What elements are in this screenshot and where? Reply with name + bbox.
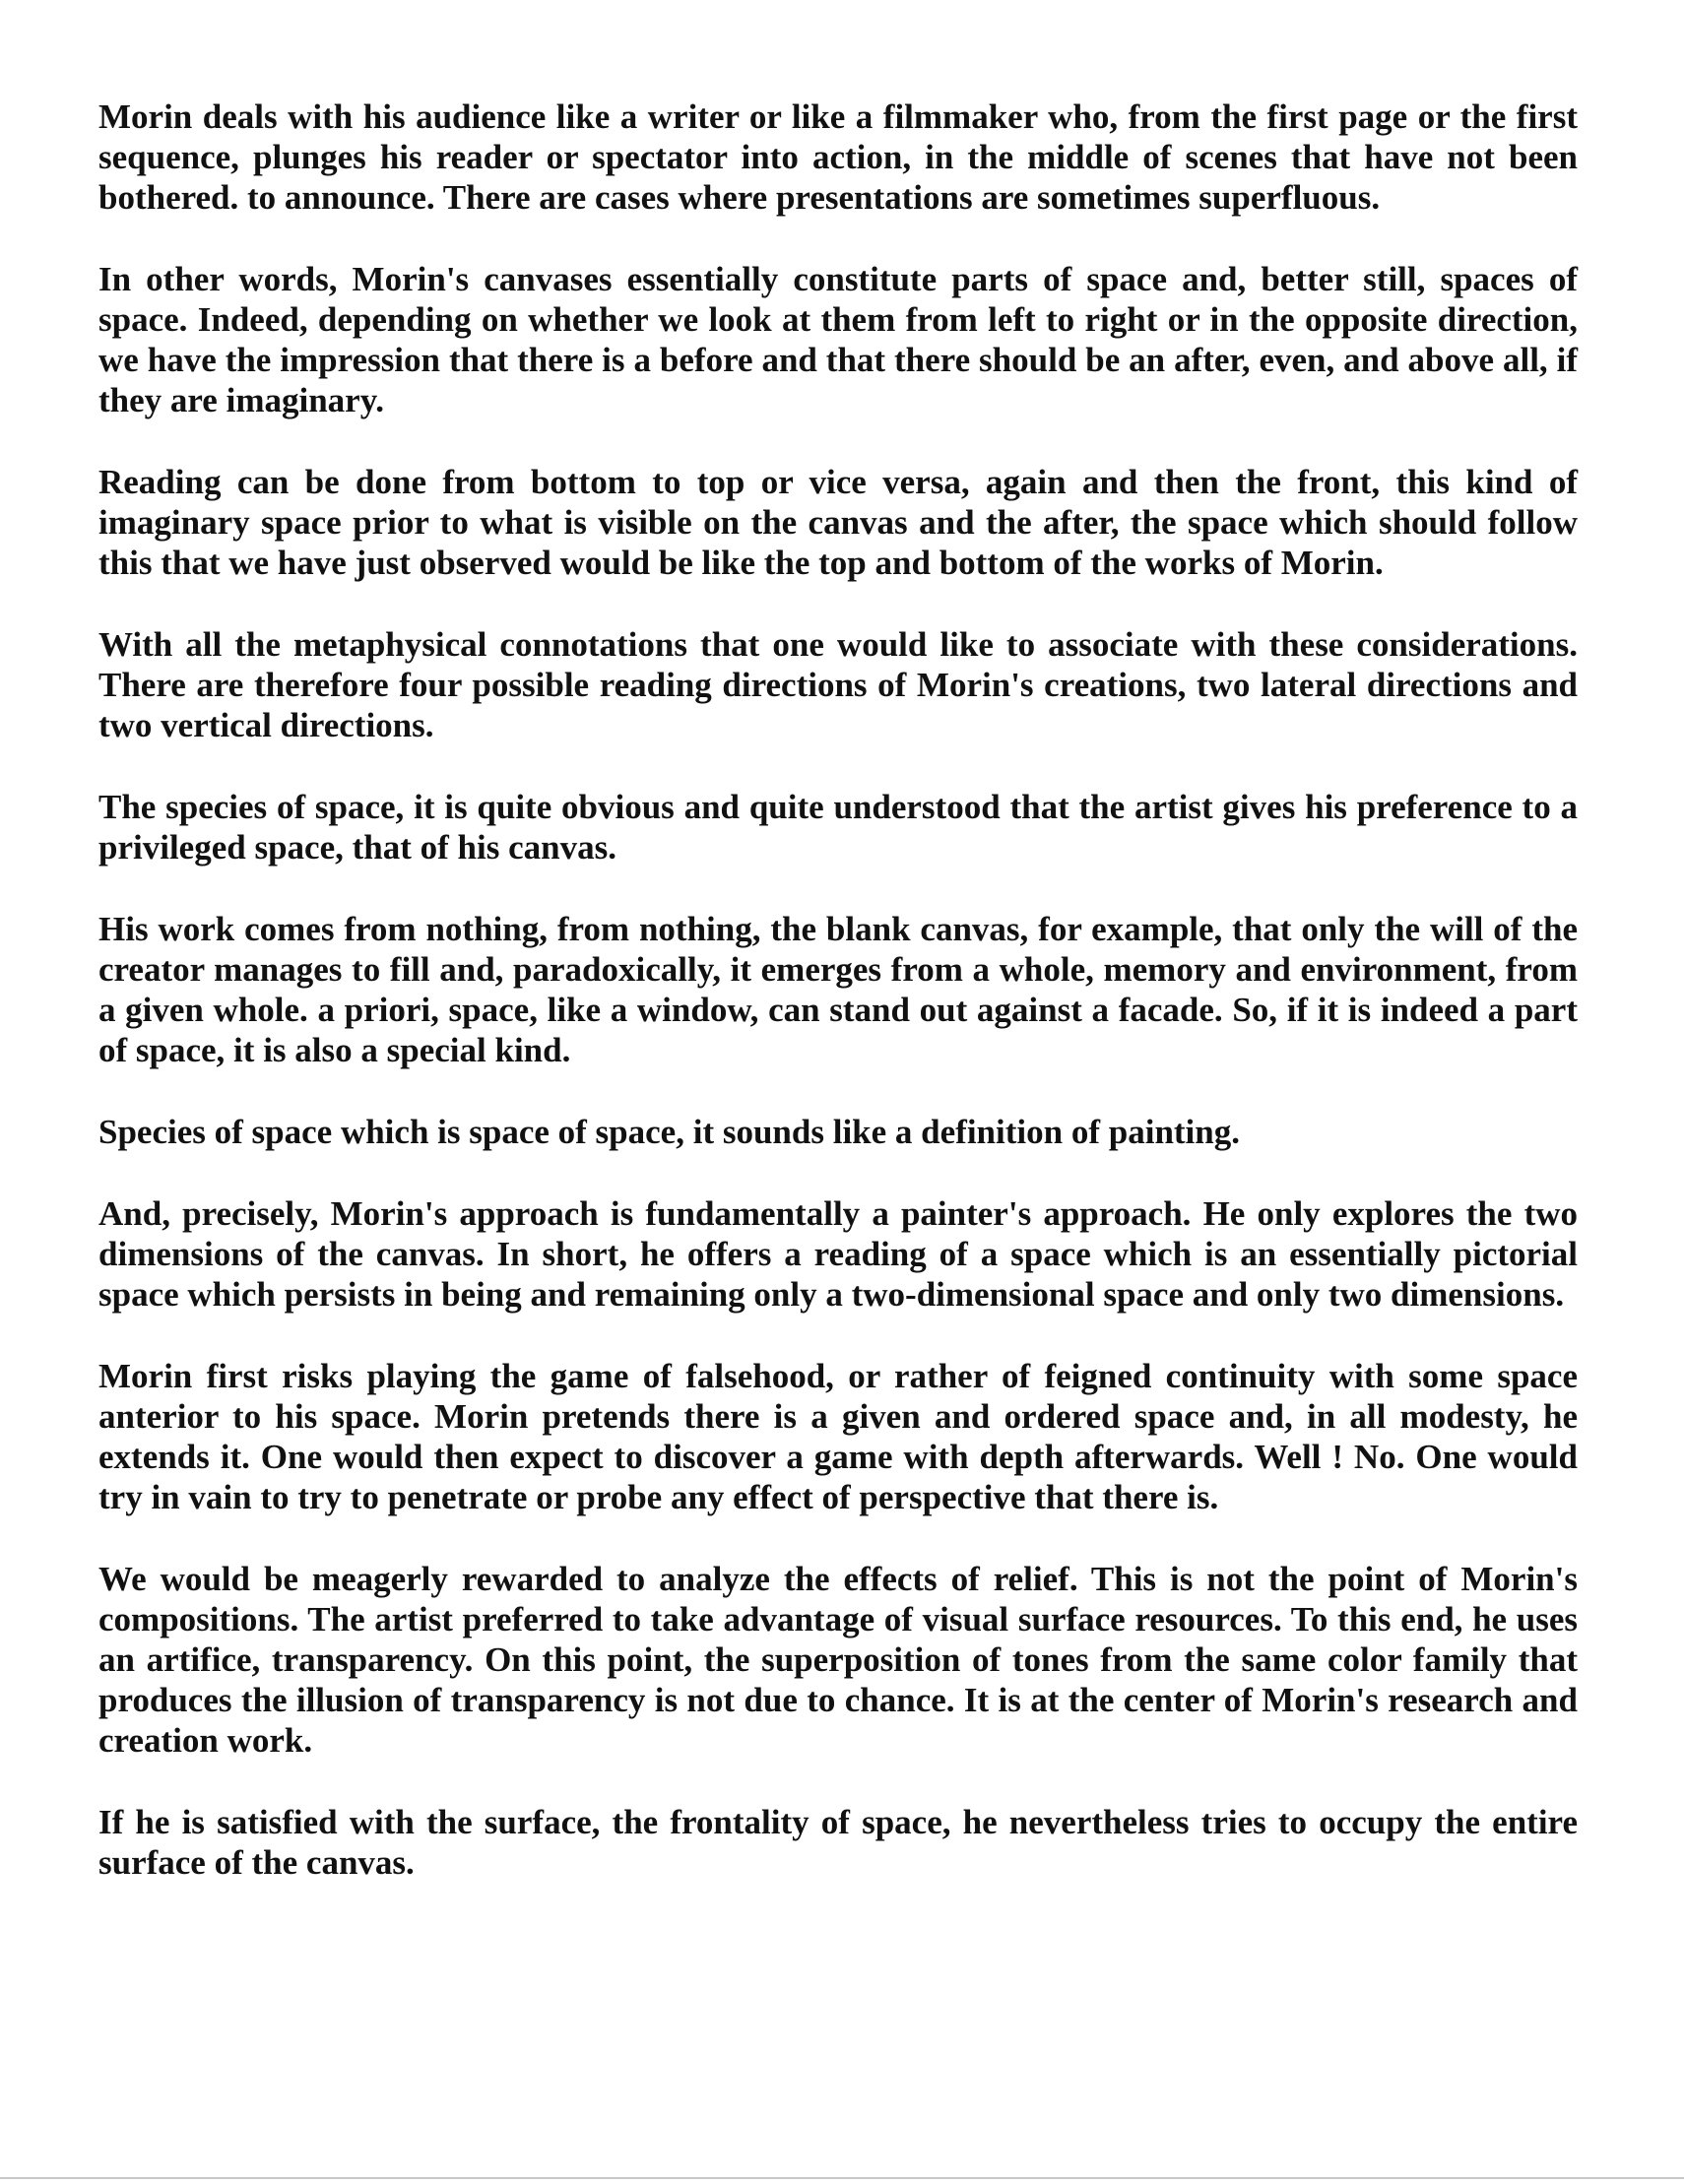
document-page xyxy=(98,96,1578,1924)
paragraph-3: Reading can be done from bottom to top or vice versa, again and then the front, this kind of imaginary space prior to what is visible on the canvas and the after, the space which should follow this that we have just observed would be like the top and bottom of the works of Morin. xyxy=(98,463,1578,582)
paragraph-8: And, precisely, Morin's approach is fundamentally a painter's approach. He only explores the two dimensions of the canvas. In short, he offers a reading of a space which is an essentially pictorial space which persists in being and remaining only a two-dimensional space and only two dimensions. xyxy=(98,1194,1578,1314)
paragraph-9: Morin first risks playing the game of falsehood, or rather of feigned continuity with some space anterior to his space. Morin pretends there is a given and ordered space and, in all modesty, he extends it. One would then expect to discover a game with depth afterwards. Well ! No. One would try in vain to try to penetrate or probe any effect of perspective that there is. xyxy=(98,1357,1578,1516)
paragraph-2: In other words, Morin's canvases essentially constitute parts of space and, better still, spaces of space. Indeed, depending on whether we look at them from left to right or in the opposite direction, we have the impression that there is a before and that there should be an after, even, and above all, if they are imaginary. xyxy=(98,260,1578,419)
paragraph-7: Species of space which is space of space, it sounds like a definition of painting. xyxy=(98,1113,1240,1151)
paragraph-5: The species of space, it is quite obvious and quite understood that the artist gives his preference to a privileged space, that of his canvas. xyxy=(98,788,1578,867)
paragraph-4: With all the metaphysical connotations that one would like to associate with these considerations. There are therefore four possible reading directions of Morin's creations, two lateral directions and two vertical directions. xyxy=(98,625,1578,744)
paragraph-6: His work comes from nothing, from nothing, the blank canvas, for example, that only the will of the creator manages to fill and, paradoxically, it emerges from a whole, memory and environment, from a given whole. a priori, space, like a window, can stand out against a facade. So, if it is indeed a part of space, it is also a special kind. xyxy=(98,910,1578,1069)
paragraph-1: Morin deals with his audience like a writer or like a filmmaker who, from the first page or the first sequence, plunges his reader or spectator into action, in the middle of scenes that have not been bothered. to announce. There are cases where presentations are sometimes superfluous. xyxy=(98,97,1578,217)
paragraph-11: If he is satisfied with the surface, the frontality of space, he nevertheless tries to occupy the entire surface of the canvas. xyxy=(98,1803,1578,1882)
paragraph-10: We would be meagerly rewarded to analyze the effects of relief. This is not the point of Morin's compositions. The artist preferred to take advantage of visual surface resources. To this end, he uses an artifice, transparency. On this point, the superposition of tones from the same color family that produces the illusion of transparency is not due to chance. It is at the center of Morin's research and creation work. xyxy=(98,1560,1578,1760)
page-bottom-rule xyxy=(0,2177,1684,2179)
